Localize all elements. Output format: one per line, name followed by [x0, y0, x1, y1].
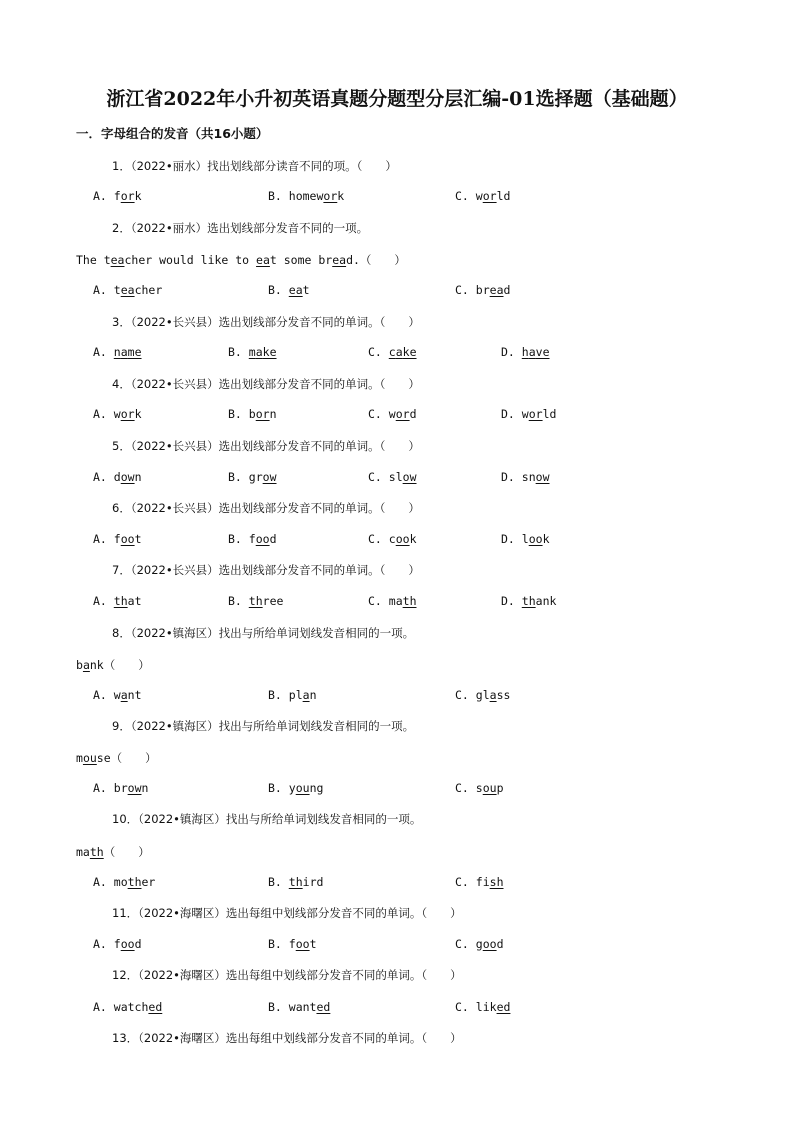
word-part: t [309, 937, 317, 951]
word-part: f [113, 532, 121, 546]
word-part: watch [113, 1000, 149, 1014]
option-letter: D. [501, 407, 522, 421]
word-part: lik [475, 1000, 497, 1014]
option-a[interactable] [93, 688, 142, 702]
option-b[interactable] [268, 688, 317, 702]
underlined-letters: th [402, 594, 417, 608]
word-part: ve [535, 345, 550, 359]
word-part: ss [496, 688, 511, 702]
word-part: p [496, 781, 504, 795]
question-9-stem [76, 750, 157, 766]
underlined-letters: ea [110, 253, 125, 267]
word-part: ke [262, 345, 277, 359]
underlined-letters: or [255, 407, 270, 421]
underlined-letters: oo [295, 937, 310, 951]
word-part: m [248, 345, 256, 359]
word-part: ld [496, 189, 511, 203]
underlined-letters: ea [256, 253, 270, 267]
option-b[interactable] [228, 594, 283, 608]
option-letter: B. [228, 345, 249, 359]
option-letter: A. [93, 1000, 114, 1014]
underlined-letters: th [113, 594, 128, 608]
underlined-letters: a [255, 345, 263, 359]
option-letter: A. [93, 875, 114, 889]
word-part: c [388, 532, 396, 546]
option-a[interactable] [93, 407, 142, 421]
word-part: d [134, 937, 142, 951]
underlined-letters: a [302, 688, 310, 702]
option-letter: A. [93, 189, 114, 203]
word-part: d [113, 470, 121, 484]
underlined-letters: oo [255, 532, 270, 546]
question-3: 3．（2022•长兴县）选出划线部分发音不同的单词。（ ） [112, 315, 420, 329]
underlined-letters: a [120, 688, 128, 702]
underlined-letters: ou [295, 781, 310, 795]
word-part: ma [388, 594, 403, 608]
option-letter: A. [93, 532, 114, 546]
option-letter: B. [228, 470, 249, 484]
word-part: l [521, 532, 529, 546]
question-11: 11．（2022•海曙区）选出每组中划线部分发音不同的单词。（ ） [112, 906, 462, 920]
option-word [389, 345, 417, 359]
option-b[interactable] [268, 781, 323, 795]
word-part: f [288, 937, 296, 951]
option-letter: A. [93, 345, 114, 359]
option-b[interactable] [268, 937, 317, 951]
option-letter: B. [268, 1000, 289, 1014]
word-part: s [475, 781, 483, 795]
word-part: at [127, 594, 142, 608]
option-c[interactable] [368, 470, 417, 484]
option-letter: C. [455, 1000, 476, 1014]
word-part: w [521, 407, 529, 421]
option-letter: C. [368, 532, 389, 546]
word-part: mo [113, 875, 128, 889]
word-part: b [248, 407, 256, 421]
underlined-letters: ow [402, 470, 417, 484]
word-part: t [302, 283, 310, 297]
word-part: gr [248, 470, 263, 484]
option-d[interactable] [501, 594, 556, 608]
word-part: w [475, 189, 483, 203]
stem-text: cher would like to [124, 253, 257, 267]
stem-text: ma [76, 845, 90, 859]
option-word [114, 345, 142, 359]
option-c[interactable] [368, 594, 417, 608]
option-letter: B. [268, 189, 289, 203]
option-letter: D. [501, 345, 522, 359]
option-letter: C. [455, 283, 476, 297]
option-c[interactable] [455, 189, 510, 203]
word-part: t [113, 283, 121, 297]
option-a[interactable] [93, 781, 148, 795]
document-title: 浙江省2022年小升初英语真题分题型分层汇编-01选择题（基础题） [106, 88, 688, 110]
underlined-letters: or [395, 407, 410, 421]
underlined-letters: oo [482, 937, 497, 951]
option-a[interactable] [93, 345, 142, 359]
underlined-letters: or [120, 407, 135, 421]
option-c[interactable] [455, 688, 510, 702]
underlined-letters: ea [288, 283, 303, 297]
option-c[interactable] [368, 407, 417, 421]
option-letter: C. [368, 407, 389, 421]
word-part: k [409, 532, 417, 546]
underlined-letters: ed [496, 1000, 511, 1014]
option-c[interactable] [455, 875, 504, 889]
stem-text: b [76, 658, 83, 672]
underlined-letters: ow [120, 470, 135, 484]
option-a[interactable] [93, 594, 142, 608]
option-letter: B. [268, 937, 289, 951]
word-part: fi [475, 875, 490, 889]
question-2: 2．（2022•丽水）选出划线部分发音不同的一项。 [112, 221, 369, 235]
word-part: want [288, 1000, 317, 1014]
word-part: cher [134, 283, 163, 297]
stem-text: t some br [269, 253, 333, 267]
underlined-letters: a [528, 345, 536, 359]
underlined-letters: ou [482, 781, 497, 795]
option-letter: B. [268, 781, 289, 795]
option-b[interactable] [228, 345, 277, 359]
underlined-letters: ow [262, 470, 277, 484]
option-letter: A. [93, 283, 114, 297]
underlined-letters: a [489, 688, 497, 702]
underlined-letters: th [248, 594, 263, 608]
word-part: f [113, 937, 121, 951]
word-part: k [134, 407, 142, 421]
word-part: pl [288, 688, 303, 702]
word-part: d [496, 937, 504, 951]
question-8: 8．（2022•镇海区）找出与所给单词划线发音相同的一项。 [112, 626, 415, 640]
question-2-stem [76, 252, 406, 268]
underlined-letters: a [395, 345, 403, 359]
word-part: gl [475, 688, 490, 702]
option-letter: A. [93, 470, 114, 484]
underlined-letters: ea [120, 283, 135, 297]
word-part: y [288, 781, 296, 795]
word-part: d [409, 407, 417, 421]
word-part: ke [402, 345, 417, 359]
underlined-letters: oo [120, 532, 135, 546]
option-letter: D. [501, 594, 522, 608]
option-word [522, 345, 550, 359]
word-part: br [475, 283, 490, 297]
underlined-letters: or [482, 189, 497, 203]
underlined-letters: or [120, 189, 135, 203]
word-part: g [475, 937, 483, 951]
option-b[interactable] [268, 875, 323, 889]
word-part: n [269, 407, 277, 421]
option-letter: A. [93, 407, 114, 421]
option-d[interactable] [501, 470, 550, 484]
question-12: 12．（2022•海曙区）选出每组中划线部分发音不同的单词。（ ） [112, 968, 462, 982]
option-letter: C. [368, 594, 389, 608]
word-part: sl [388, 470, 403, 484]
option-letter: B. [268, 875, 289, 889]
underlined-letters: ed [148, 1000, 163, 1014]
option-letter: C. [455, 937, 476, 951]
underlined-letters: ow [535, 470, 550, 484]
question-9: 9．（2022•镇海区）找出与所给单词划线发音相同的一项。 [112, 719, 415, 733]
word-part: f [248, 532, 256, 546]
underlined-letters: oo [528, 532, 543, 546]
word-part: w [388, 407, 396, 421]
word-part: ank [535, 594, 557, 608]
word-part: er [141, 875, 156, 889]
option-b[interactable] [268, 189, 344, 203]
word-part: ree [262, 594, 284, 608]
word-part: n [309, 688, 317, 702]
word-part: k [337, 189, 345, 203]
option-letter: C. [455, 688, 476, 702]
question-8-stem [76, 657, 150, 673]
stem-text: d.（ ） [346, 253, 406, 267]
underlined-letters: or [323, 189, 338, 203]
option-b[interactable] [228, 532, 277, 546]
word-part: br [113, 781, 128, 795]
option-c[interactable] [368, 345, 417, 359]
question-6: 6．（2022•长兴县）选出划线部分发音不同的单词。（ ） [112, 501, 420, 515]
word-part: n [141, 781, 149, 795]
option-letter: A. [93, 937, 114, 951]
word-part: d [503, 283, 511, 297]
option-b[interactable] [228, 470, 277, 484]
option-letter: A. [93, 688, 114, 702]
option-letter: B. [268, 283, 289, 297]
option-letter: C. [455, 189, 476, 203]
option-c[interactable] [455, 781, 504, 795]
underlined-letters: ea [489, 283, 504, 297]
question-10: 10．（2022•镇海区）找出与所给单词划线发音相同的一项。 [112, 812, 422, 826]
word-part: h [521, 345, 529, 359]
option-a[interactable] [93, 189, 142, 203]
stem-text: nk（ ） [89, 658, 150, 672]
option-a[interactable] [93, 283, 162, 297]
underlined-letters: th [521, 594, 536, 608]
option-b[interactable] [228, 407, 277, 421]
question-5: 5．（2022•长兴县）选出划线部分发音不同的单词。（ ） [112, 439, 420, 453]
underlined-letters: a [120, 345, 128, 359]
word-part: sn [521, 470, 536, 484]
option-a[interactable] [93, 937, 142, 951]
option-b[interactable] [268, 1000, 330, 1014]
option-letter: B. [228, 407, 249, 421]
option-letter: C. [455, 875, 476, 889]
underlined-letters: oo [395, 532, 410, 546]
option-a[interactable] [93, 875, 155, 889]
underlined-letters: oo [120, 937, 135, 951]
question-13: 13．（2022•海曙区）选出每组中划线部分发音不同的单词。（ ） [112, 1031, 462, 1045]
option-d[interactable] [501, 532, 550, 546]
word-part: d [269, 532, 277, 546]
underlined-letters: a [82, 658, 90, 672]
stem-text: （ ） [103, 845, 150, 859]
stem-text: The t [76, 253, 111, 267]
option-letter: B. [268, 688, 289, 702]
option-b[interactable] [268, 283, 310, 297]
option-letter: B. [228, 532, 249, 546]
option-d[interactable] [501, 407, 556, 421]
word-part: nt [127, 688, 142, 702]
underlined-letters: sh [489, 875, 504, 889]
underlined-letters: ow [127, 781, 142, 795]
option-a[interactable] [93, 1000, 162, 1014]
option-word [249, 345, 277, 359]
stem-text: se（ ） [96, 751, 157, 765]
word-part: f [113, 189, 121, 203]
underlined-letters: th [288, 875, 303, 889]
word-part: w [113, 407, 121, 421]
question-10-stem [76, 844, 150, 860]
question-1: 1．（2022•丽水）找出划线部分读音不同的项。（ ） [112, 159, 397, 173]
option-letter: C. [368, 345, 389, 359]
word-part: ng [309, 781, 324, 795]
section-heading: 一．字母组合的发音（共16小题） [76, 126, 269, 141]
word-part: k [542, 532, 550, 546]
option-c[interactable] [455, 1000, 510, 1014]
stem-text: m [76, 751, 83, 765]
word-part: n [113, 345, 121, 359]
word-part: homew [288, 189, 324, 203]
question-7: 7．（2022•长兴县）选出划线部分发音不同的单词。（ ） [112, 563, 420, 577]
option-letter: A. [93, 781, 114, 795]
option-a[interactable] [93, 470, 142, 484]
underlined-letters: ou [82, 751, 97, 765]
word-part: n [134, 470, 142, 484]
option-c[interactable] [455, 283, 510, 297]
word-part: ird [302, 875, 324, 889]
word-part: t [134, 532, 142, 546]
option-c[interactable] [368, 532, 417, 546]
option-c[interactable] [455, 937, 504, 951]
word-part: me [127, 345, 142, 359]
word-part: w [113, 688, 121, 702]
option-letter: C. [455, 781, 476, 795]
word-part: c [388, 345, 396, 359]
word-part: k [134, 189, 142, 203]
option-d[interactable] [501, 345, 550, 359]
underlined-letters: th [127, 875, 142, 889]
option-letter: D. [501, 532, 522, 546]
option-a[interactable] [93, 532, 142, 546]
word-part: ld [542, 407, 557, 421]
option-letter: D. [501, 470, 522, 484]
underlined-letters: ea [332, 253, 347, 267]
underlined-letters: or [528, 407, 543, 421]
underlined-letters: th [89, 845, 104, 859]
underlined-letters: ed [316, 1000, 331, 1014]
option-letter: C. [368, 470, 389, 484]
option-letter: A. [93, 594, 114, 608]
option-letter: B. [228, 594, 249, 608]
question-4: 4．（2022•长兴县）选出划线部分发音不同的单词。（ ） [112, 377, 420, 391]
